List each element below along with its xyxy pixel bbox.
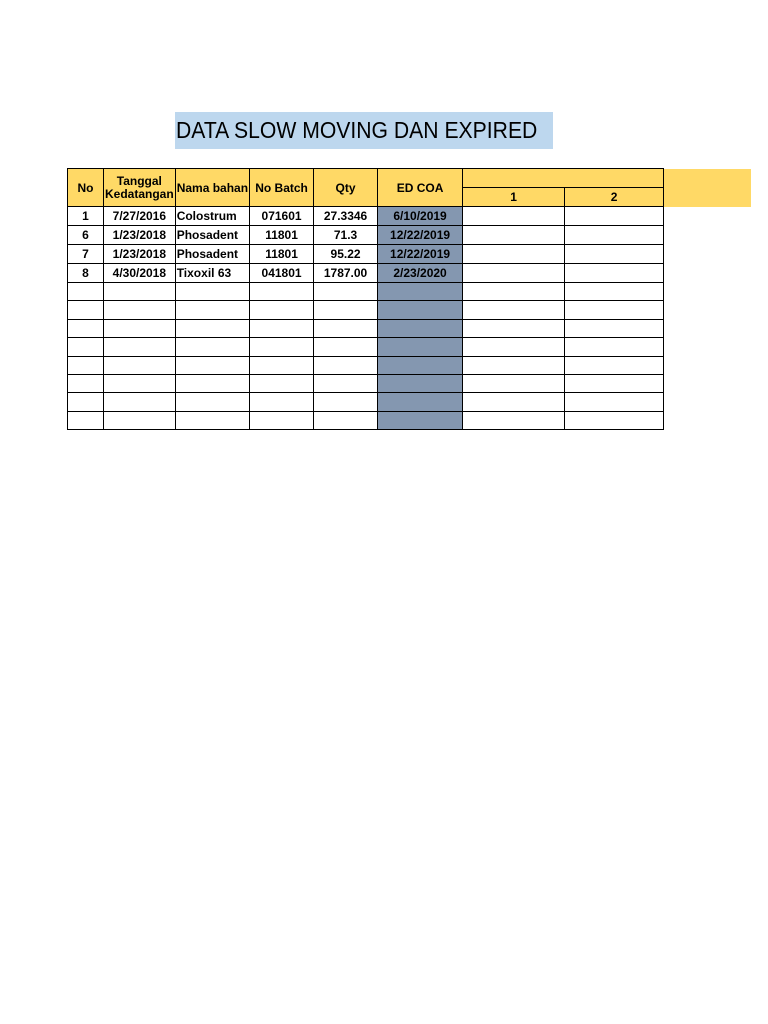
cell-col-1[interactable] — [463, 301, 565, 319]
header-tanggal-line1: Tanggal — [116, 173, 162, 188]
table-row — [68, 264, 664, 283]
cell-nama-bahan[interactable] — [175, 301, 249, 319]
cell-no[interactable] — [68, 393, 104, 411]
cell-col-2[interactable] — [565, 245, 664, 264]
cell-no-batch[interactable]: 11801 — [250, 245, 314, 264]
cell-ed-coa[interactable]: 6/10/2019 — [378, 207, 463, 226]
sheet-title-text: DATA SLOW MOVING DAN EXPIRED — [176, 117, 538, 143]
cell-col-2[interactable] — [565, 264, 664, 283]
header-no[interactable]: No — [68, 169, 104, 207]
cell-tanggal[interactable] — [104, 338, 176, 356]
cell-no[interactable] — [68, 411, 104, 429]
cell-no[interactable]: 8 — [68, 264, 104, 283]
cell-col-1[interactable] — [463, 393, 565, 411]
header-tanggal-line2: Kedatangan — [105, 186, 174, 201]
header-sub-1[interactable]: 1 — [463, 188, 565, 207]
cell-col-2[interactable] — [565, 338, 664, 356]
table-row — [68, 356, 664, 374]
cell-no[interactable]: 1 — [68, 207, 104, 226]
cell-col-2[interactable] — [565, 207, 664, 226]
cell-nama-bahan[interactable] — [175, 356, 249, 374]
cell-col-1[interactable] — [463, 283, 565, 301]
cell-col-1[interactable] — [463, 245, 565, 264]
header-group-empty[interactable] — [463, 169, 664, 188]
table-row — [68, 207, 664, 226]
cell-no-batch[interactable]: 071601 — [250, 207, 314, 226]
cell-ed-coa[interactable]: 12/22/2019 — [378, 226, 463, 245]
cell-tanggal[interactable] — [104, 374, 176, 392]
cell-no[interactable]: 6 — [68, 226, 104, 245]
cell-qty[interactable]: 1787.00 — [314, 264, 378, 283]
cell-qty[interactable]: 27.3346 — [314, 207, 378, 226]
header-ed-coa[interactable]: ED COA — [378, 169, 463, 207]
cell-tanggal[interactable] — [104, 393, 176, 411]
cell-tanggal[interactable]: 7/27/2016 — [104, 207, 176, 226]
cell-col-1[interactable] — [463, 207, 565, 226]
cell-col-2[interactable] — [565, 393, 664, 411]
table-row — [68, 393, 664, 411]
table-row — [68, 283, 664, 301]
header-extension-fill — [652, 169, 751, 207]
cell-col-2[interactable] — [565, 301, 664, 319]
cell-ed-coa[interactable] — [378, 393, 463, 411]
cell-no-batch[interactable] — [250, 356, 314, 374]
table-row — [68, 226, 664, 245]
cell-col-1[interactable] — [463, 356, 565, 374]
sheet-title — [175, 112, 553, 149]
cell-tanggal[interactable]: 1/23/2018 — [104, 245, 176, 264]
cell-col-2[interactable] — [565, 226, 664, 245]
cell-ed-coa[interactable] — [378, 356, 463, 374]
cell-ed-coa[interactable] — [378, 338, 463, 356]
cell-no-batch[interactable] — [250, 374, 314, 392]
cell-tanggal[interactable]: 1/23/2018 — [104, 226, 176, 245]
cell-col-2[interactable] — [565, 356, 664, 374]
cell-nama-bahan[interactable]: Tixoxil 63 — [175, 264, 249, 283]
cell-tanggal[interactable] — [104, 283, 176, 301]
cell-qty[interactable] — [314, 356, 378, 374]
cell-no-batch[interactable] — [250, 301, 314, 319]
cell-col-2[interactable] — [565, 283, 664, 301]
cell-tanggal[interactable] — [104, 411, 176, 429]
cell-qty[interactable]: 95.22 — [314, 245, 378, 264]
cell-col-2[interactable] — [565, 319, 664, 337]
cell-qty[interactable] — [314, 301, 378, 319]
cell-ed-coa[interactable] — [378, 301, 463, 319]
data-table — [67, 168, 664, 430]
table-row — [68, 245, 664, 264]
cell-nama-bahan[interactable] — [175, 393, 249, 411]
cell-col-1[interactable] — [463, 226, 565, 245]
header-sub-2[interactable]: 2 — [565, 188, 664, 207]
cell-nama-bahan[interactable] — [175, 283, 249, 301]
header-tanggal[interactable] — [104, 169, 176, 207]
header-nama-bahan[interactable]: Nama bahan — [175, 169, 249, 207]
table-row — [68, 411, 664, 429]
cell-tanggal[interactable] — [104, 319, 176, 337]
cell-no-batch[interactable] — [250, 393, 314, 411]
cell-nama-bahan[interactable]: Phosadent — [175, 226, 249, 245]
cell-tanggal[interactable]: 4/30/2018 — [104, 264, 176, 283]
cell-ed-coa[interactable] — [378, 411, 463, 429]
cell-ed-coa[interactable]: 2/23/2020 — [378, 264, 463, 283]
cell-ed-coa[interactable]: 12/22/2019 — [378, 245, 463, 264]
table-row — [68, 301, 664, 319]
cell-col-1[interactable] — [463, 264, 565, 283]
cell-qty[interactable] — [314, 283, 378, 301]
header-no-batch[interactable]: No Batch — [250, 169, 314, 207]
cell-no-batch[interactable] — [250, 283, 314, 301]
cell-nama-bahan[interactable] — [175, 411, 249, 429]
cell-qty[interactable]: 71.3 — [314, 226, 378, 245]
cell-col-1[interactable] — [463, 374, 565, 392]
cell-no[interactable] — [68, 338, 104, 356]
table-row — [68, 338, 664, 356]
table-row — [68, 319, 664, 337]
cell-col-1[interactable] — [463, 319, 565, 337]
cell-nama-bahan[interactable]: Colostrum — [175, 207, 249, 226]
cell-nama-bahan[interactable] — [175, 374, 249, 392]
cell-nama-bahan[interactable] — [175, 338, 249, 356]
cell-no-batch[interactable]: 041801 — [250, 264, 314, 283]
cell-col-2[interactable] — [565, 411, 664, 429]
cell-no[interactable] — [68, 319, 104, 337]
cell-qty[interactable] — [314, 411, 378, 429]
cell-col-1[interactable] — [463, 338, 565, 356]
cell-no-batch[interactable] — [250, 338, 314, 356]
cell-ed-coa[interactable] — [378, 283, 463, 301]
cell-qty[interactable] — [314, 374, 378, 392]
cell-nama-bahan[interactable]: Phosadent — [175, 245, 249, 264]
table-row — [68, 374, 664, 392]
cell-ed-coa[interactable] — [378, 374, 463, 392]
cell-qty[interactable] — [314, 319, 378, 337]
cell-no-batch[interactable] — [250, 411, 314, 429]
cell-ed-coa[interactable] — [378, 319, 463, 337]
cell-tanggal[interactable] — [104, 356, 176, 374]
cell-no[interactable]: 7 — [68, 245, 104, 264]
cell-nama-bahan[interactable] — [175, 319, 249, 337]
cell-qty[interactable] — [314, 338, 378, 356]
cell-col-1[interactable] — [463, 411, 565, 429]
cell-no[interactable] — [68, 283, 104, 301]
cell-qty[interactable] — [314, 393, 378, 411]
cell-tanggal[interactable] — [104, 301, 176, 319]
header-qty[interactable]: Qty — [314, 169, 378, 207]
cell-no[interactable] — [68, 301, 104, 319]
cell-no[interactable] — [68, 356, 104, 374]
cell-col-2[interactable] — [565, 374, 664, 392]
cell-no-batch[interactable] — [250, 319, 314, 337]
cell-no[interactable] — [68, 374, 104, 392]
cell-no-batch[interactable]: 11801 — [250, 226, 314, 245]
